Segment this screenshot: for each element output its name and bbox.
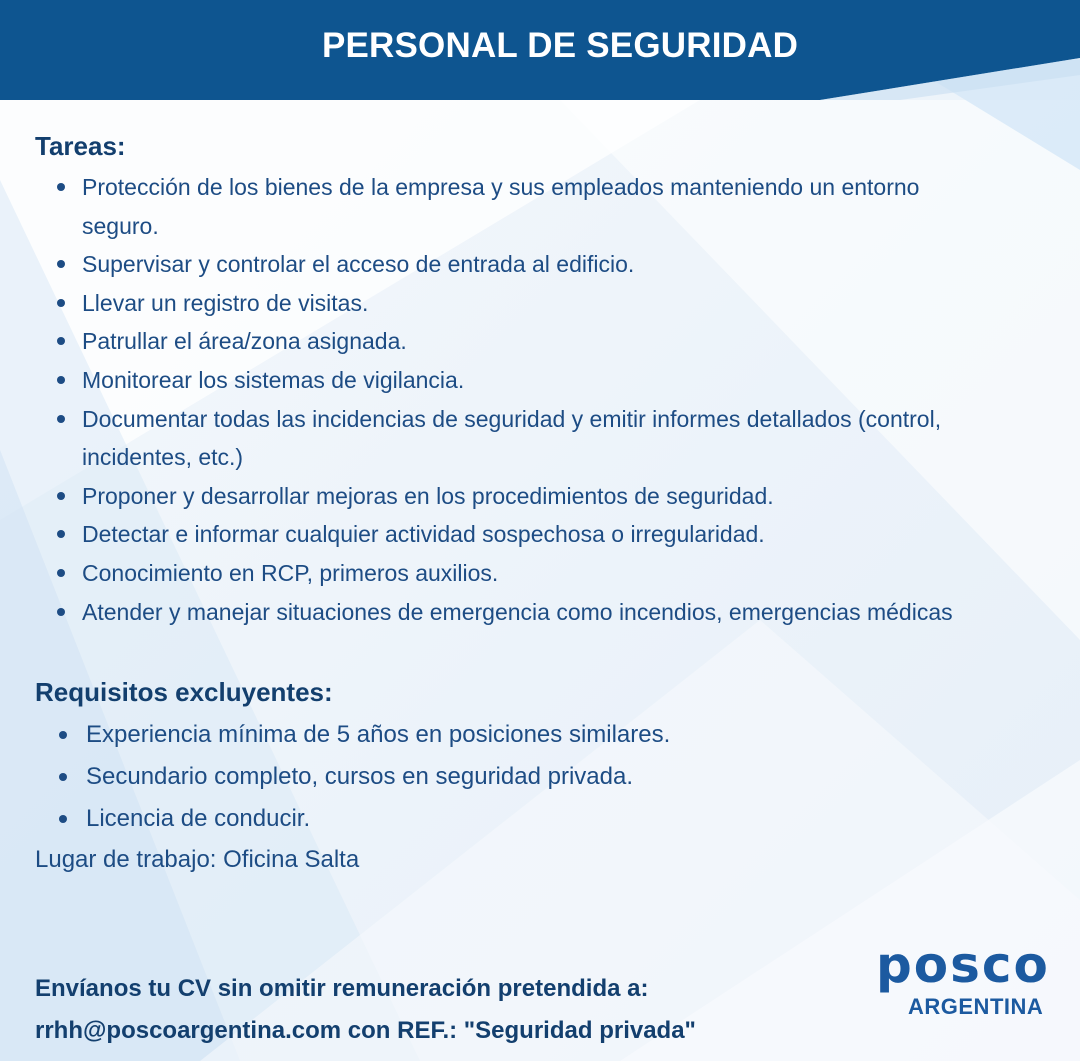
list-item: Secundario completo, cursos en seguridad privada. xyxy=(35,756,1035,798)
list-item: Licencia de conducir. xyxy=(35,798,1035,840)
tasks-list xyxy=(35,168,1035,631)
page-title: PERSONAL DE SEGURIDAD xyxy=(321,26,799,65)
list-item: Patrullar el área/zona asignada. xyxy=(35,322,972,361)
tasks-title: Tareas: xyxy=(35,131,126,161)
list-item: Llevar un registro de visitas. xyxy=(35,284,972,323)
call-to-action xyxy=(35,968,696,1052)
cta-line-1: Envíanos tu CV sin omitir remuneración pretendida a: xyxy=(35,975,649,1002)
header-banner xyxy=(0,0,1080,100)
requirements-title: Requisitos excluyentes: xyxy=(35,677,333,708)
list-item: Monitorear los sistemas de vigilancia. xyxy=(35,361,972,400)
logo-wordmark: posco xyxy=(876,936,1050,994)
list-item: Detectar e informar cualquier actividad sospechosa o irregularidad. xyxy=(35,515,972,554)
workplace-text: Lugar de trabajo: Oficina Salta xyxy=(35,846,360,874)
cta-line-2: rrhh@poscoargentina.com con REF.: "Seguridad privada" xyxy=(35,1017,696,1044)
requirements-list xyxy=(35,714,1035,840)
list-item: Conocimiento en RCP, primeros auxilios. xyxy=(35,554,972,593)
list-item: Atender y manejar situaciones de emergencia como incendios, emergencias médicas xyxy=(35,593,972,632)
posco-logo xyxy=(872,936,1062,1030)
logo-subtitle: ARGENTINA xyxy=(908,994,1044,1019)
list-item: Documentar todas las incidencias de seguridad y emitir informes detallados (control, incidentes, etc.) xyxy=(35,400,972,477)
list-item: Protección de los bienes de la empresa y sus empleados manteniendo un entorno seguro. xyxy=(35,168,972,245)
list-item: Experiencia mínima de 5 años en posiciones similares. xyxy=(35,714,1035,756)
list-item: Supervisar y controlar el acceso de entrada al edificio. xyxy=(35,245,972,284)
main-content xyxy=(35,128,1035,880)
list-item: Proponer y desarrollar mejoras en los procedimientos de seguridad. xyxy=(35,477,972,516)
